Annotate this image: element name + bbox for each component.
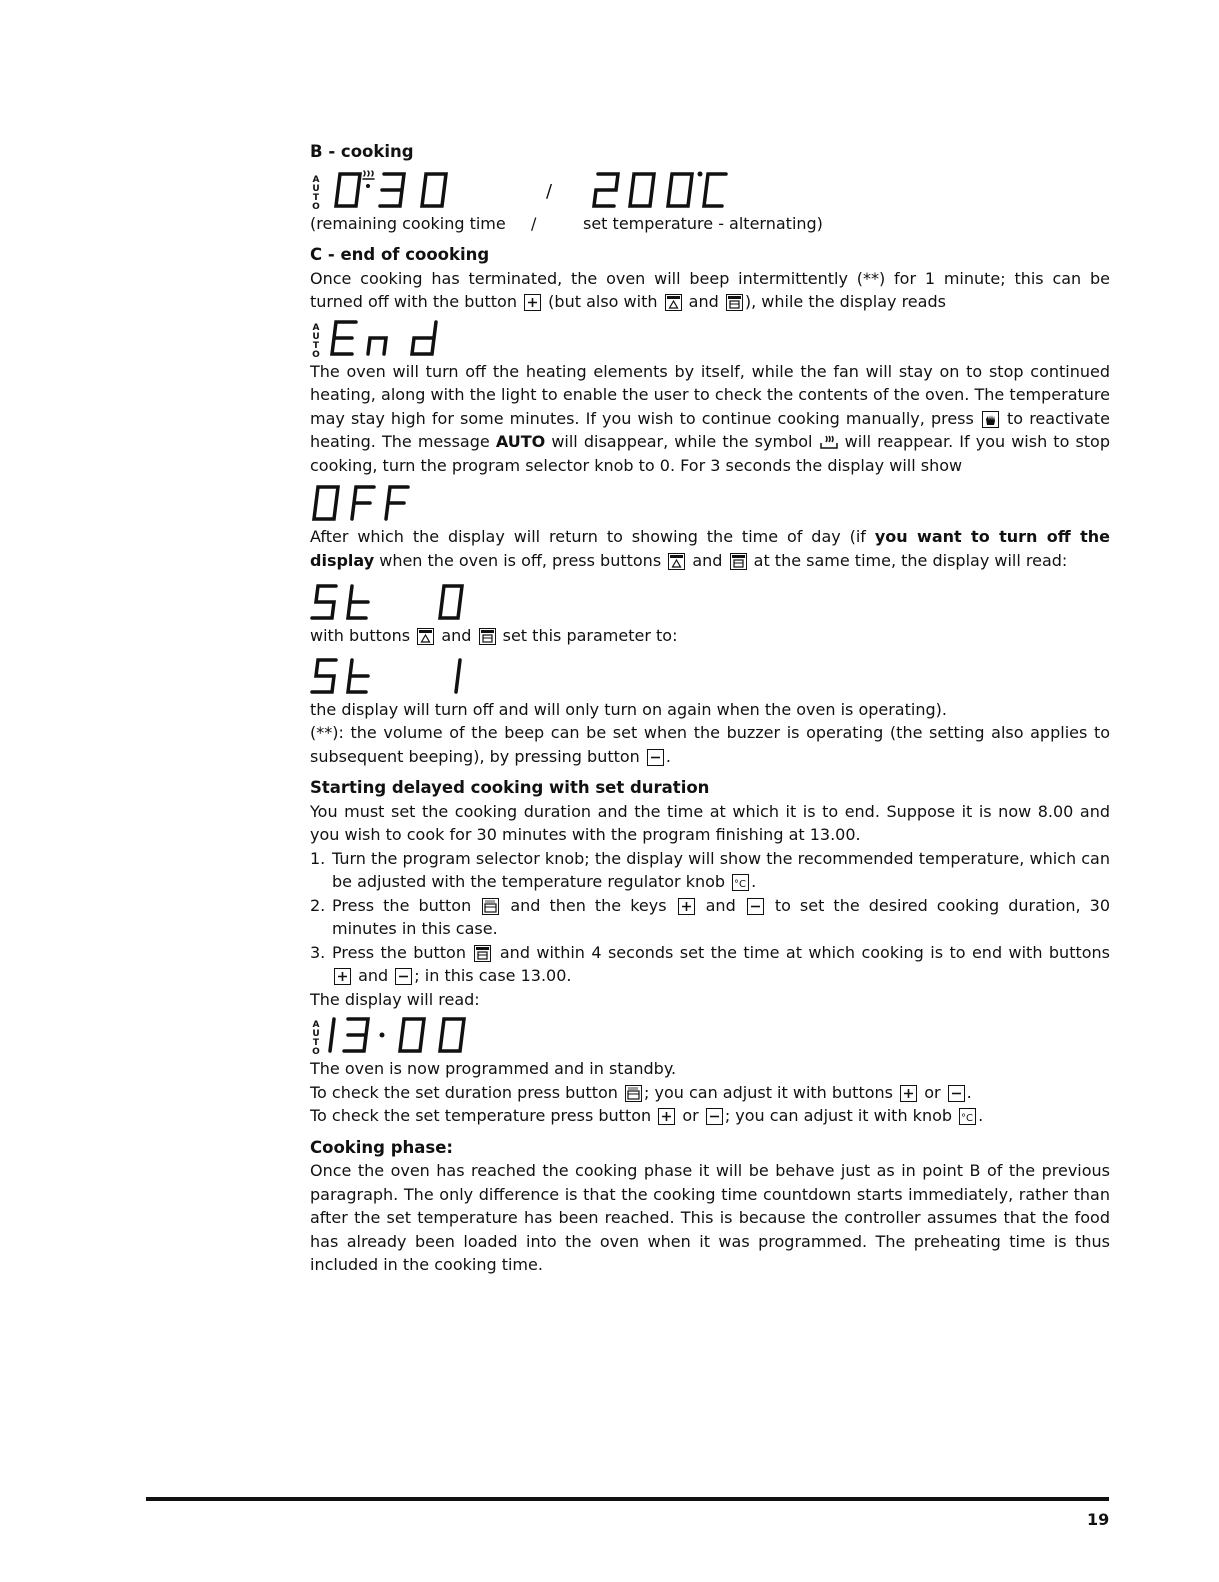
manual-hand-icon [982,411,999,428]
section-c-p6: (**): the volume of the beep can be set when the buzzer is operating (the setting also applies to subsequent beeping), by pressing button . [310,723,1110,766]
section-c-p3: After which the display will return to showing the time of day (if you want to turn off the display when the oven is off, press buttons and at the same time, the display will read: [310,527,1110,570]
display-slash: / [546,181,553,202]
seven-seg-end [328,316,448,360]
temperature-knob-icon [732,874,749,891]
plus-icon [658,1108,675,1125]
seven-seg-off [310,481,420,525]
section-c-p2: The oven will turn off the heating elements by itself, while the fan will stay on to stop continued heating, along with the light to enable the user to check the contents of the oven. The temperature may stay high for some minutes. If you wish to continue cooking manually, press to reactivate heating. The message AUTO will disappear, while the symbol will reappear. If you wish to stop cooking, turn the program selector knob to 0. For 3 seconds the display will show [310,361,1110,475]
svg-text:°C: °C [734,879,747,890]
section-c-p1: Once cooking has terminated, the oven will beep intermittently (**) for 1 minute; this can be turned off with the button (but also with and ), while the display reads [310,268,1110,311]
timer-icon [668,553,685,570]
display-b [310,166,1110,212]
display-read-text: The display will read: [310,989,480,1009]
check-temperature-text: To check the set temperature press button or ; you can adjust it with knob °C . [310,1106,984,1125]
minus-icon [647,749,664,766]
page-number: 19 [1087,1510,1110,1529]
page-content [310,140,1110,1277]
plus-icon [334,968,351,985]
display-end [310,316,1110,360]
heat-symbol-icon [819,434,839,450]
caption-slash: / [531,213,537,233]
phase-text: Once the oven has reached the cooking phase it will be behave just as in point B of the previous paragraph. The only difference is that the cooking time countdown starts immediately, rather than after the set temperature has been reached. This is because the controller assumes that the food has already been loaded into the oven when it was programmed. The preheating time is thus included in the cooking time. [310,1161,1110,1274]
step-1: 1. Turn the program selector knob; the display will show the recommended temperature, which can be adjusted with the temperature regulator knob °C . [310,848,1110,891]
section-c-title: C - end of coooking [310,245,490,264]
display-off [310,479,1110,525]
duration-icon [482,898,499,915]
delayed-intro: You must set the cooking duration and the time at which it is to end. Suppose it is now 8.00 and you wish to cook for 30 minutes with the program finishing at 13.00. [310,801,1110,844]
stop-icon [474,945,491,962]
plus-icon [678,898,695,915]
svg-text:°C: °C [961,1113,974,1124]
display-b-caption [310,212,1110,236]
minus-icon [747,898,764,915]
display-st1 [310,650,1110,698]
seven-seg-200c [592,168,742,212]
timer-icon [417,628,434,645]
timer-icon [665,294,682,311]
duration-icon [625,1085,642,1102]
stop-icon [726,294,743,311]
plus-icon [900,1085,917,1102]
stop-icon [479,628,496,645]
caption-left: (remaining cooking time [310,213,506,233]
auto-indicator: A U T O [312,322,320,360]
caption-right: set temperature - alternating) [583,213,823,233]
phase-title: Cooking phase: [310,1137,454,1157]
section-c-p4: with buttons and set this parameter to: [310,626,678,645]
delayed-steps [310,847,1110,988]
minus-icon [948,1085,965,1102]
section-c-p5: the display will turn off and will only turn on again when the oven is operating). [310,699,947,719]
footer-rule [146,1497,1109,1501]
check-duration-text: To check the set duration press button ; you can adjust it with buttons or . [310,1082,972,1102]
delayed-title: Starting delayed cooking with set duration [310,778,710,797]
section-b-title: B - cooking [310,142,414,161]
auto-indicator: A U T O [312,174,320,212]
step-3: 3. Press the button and within 4 seconds set the time at which cooking is to end with buttons and ; in this case 13.00. [310,942,1111,985]
minus-icon [395,968,412,985]
seven-seg-13-00 [326,1013,486,1057]
display-1300 [310,1013,1110,1057]
step-2: 2. Press the button and then the keys and to set the desired cooking duration, 30 minutes in this case. [310,895,1110,938]
stop-icon [730,553,747,570]
display-st0 [310,574,1110,624]
plus-icon [524,294,541,311]
auto-indicator: A U T O [312,1020,320,1057]
standby-text: The oven is now programmed and in standby. [310,1059,677,1078]
minus-icon [706,1108,723,1125]
seven-seg-st1 [310,654,470,698]
temperature-knob-icon [959,1108,976,1125]
seven-seg-st0 [310,580,470,624]
seven-seg-0-30 [328,168,478,212]
